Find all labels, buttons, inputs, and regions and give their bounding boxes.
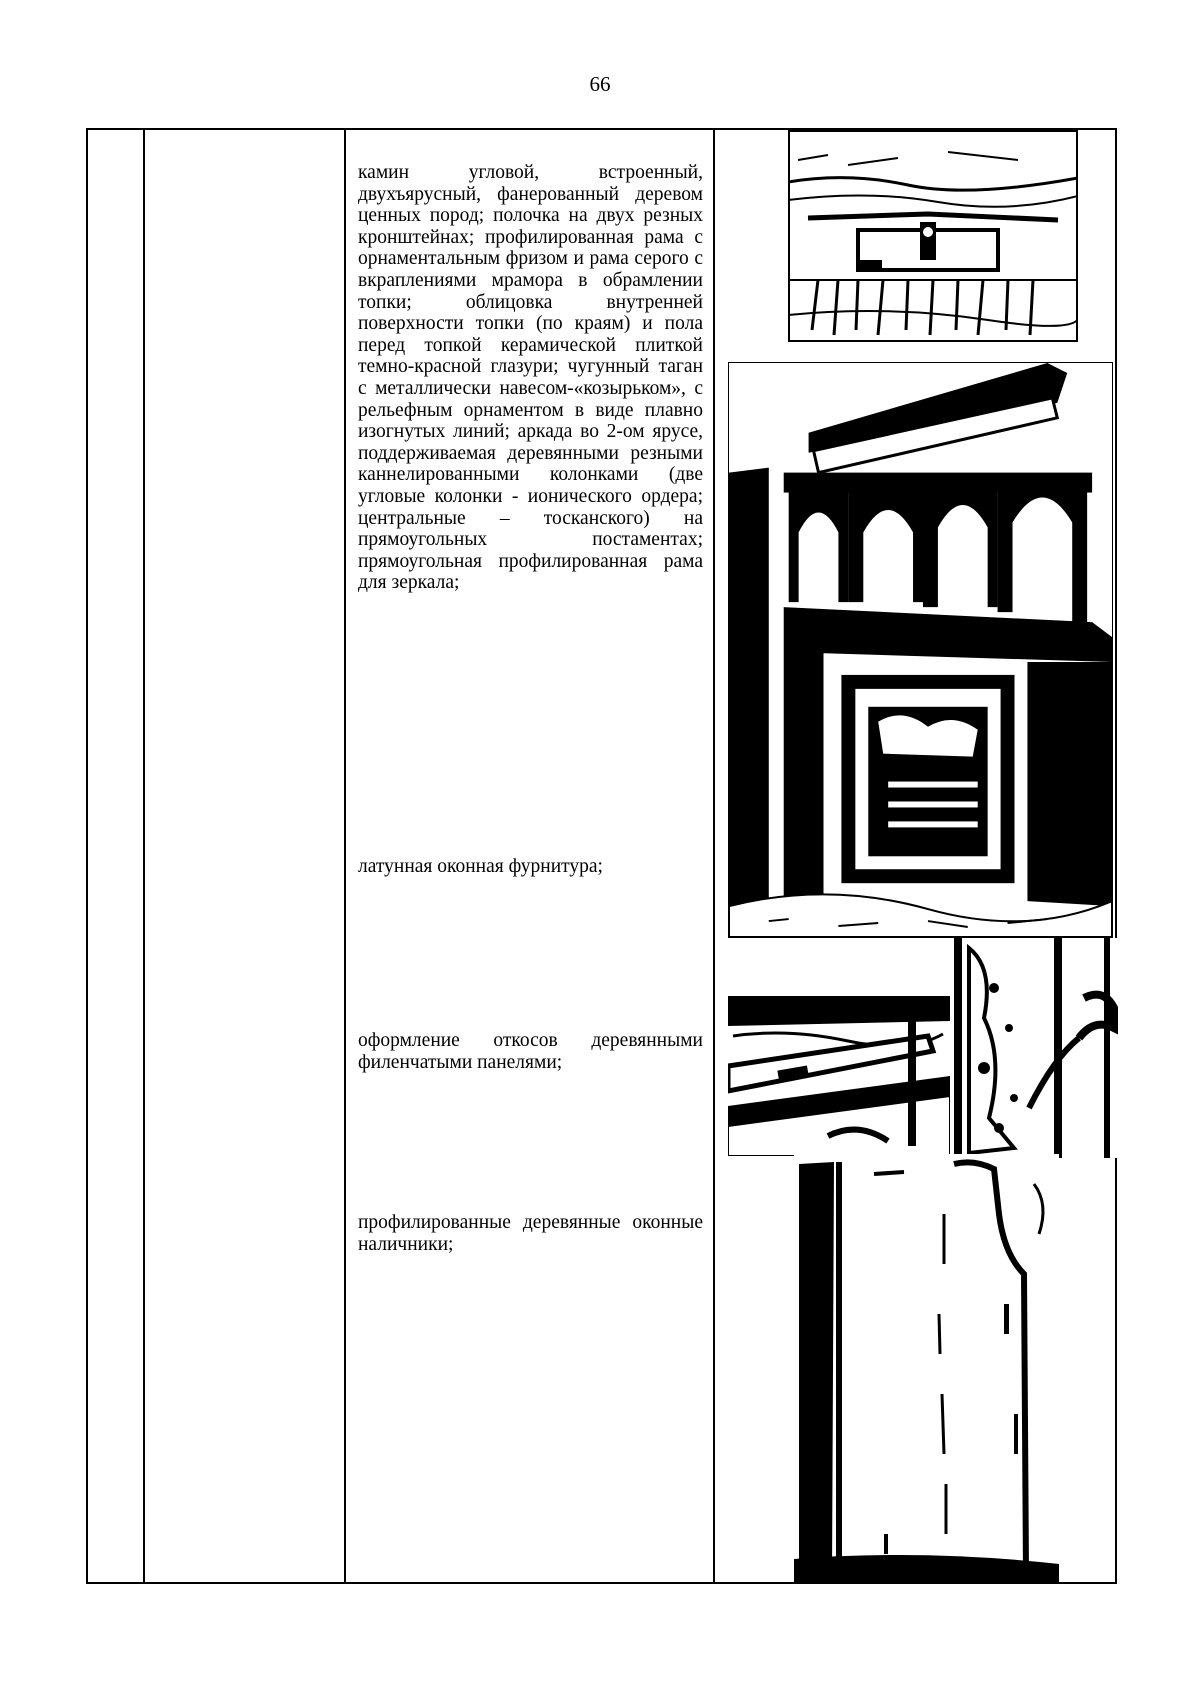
description-text: оформление откосов деревянными филенчатыми панелями; <box>358 1030 703 1073</box>
description-window-hardware <box>358 856 703 878</box>
description-window-trim <box>358 1212 703 1255</box>
photo-window-lock <box>788 130 1078 342</box>
page-number: 66 <box>589 72 611 96</box>
description-fireplace <box>358 162 703 594</box>
description-text: латунная оконная фурнитура; <box>358 856 603 877</box>
description-window-panels <box>358 1030 703 1073</box>
photo-fireplace <box>728 362 1113 938</box>
column-divider <box>344 130 346 1582</box>
photo-window-reveal-vertical <box>954 938 1119 1158</box>
photo-window-trim <box>794 1154 1059 1582</box>
column-divider <box>143 130 145 1582</box>
object-table <box>86 128 1117 1584</box>
column-divider <box>713 130 715 1582</box>
description-text: профилированные деревянные оконные наличники; <box>358 1212 703 1255</box>
description-text: камин угловой, встроенный, двухъярусный, фанерованный деревом ценных пород; полочка на двух резных кронштейнах; профилированная рама с орнаментальным фризом и рама серого с вкраплениями мрамора в обрамлении топки; облицовка внутренней поверхности топки (по краям) и пола перед топкой керамической плиткой темно-красной глазури; чугунный таган с металлически навесом-«козырьком», с рельефным орнаментом в виде плавно изогнутых линий; аркада во 2-ом ярусе, поддерживаемая деревянными резными каннелированными колонками (две угловые колонки - ионического ордера; центральные – тосканского) на прямоугольных постаментах; прямоугольная профилированная рама для зеркала; <box>358 162 703 594</box>
photo-window-reveal <box>728 996 950 1156</box>
